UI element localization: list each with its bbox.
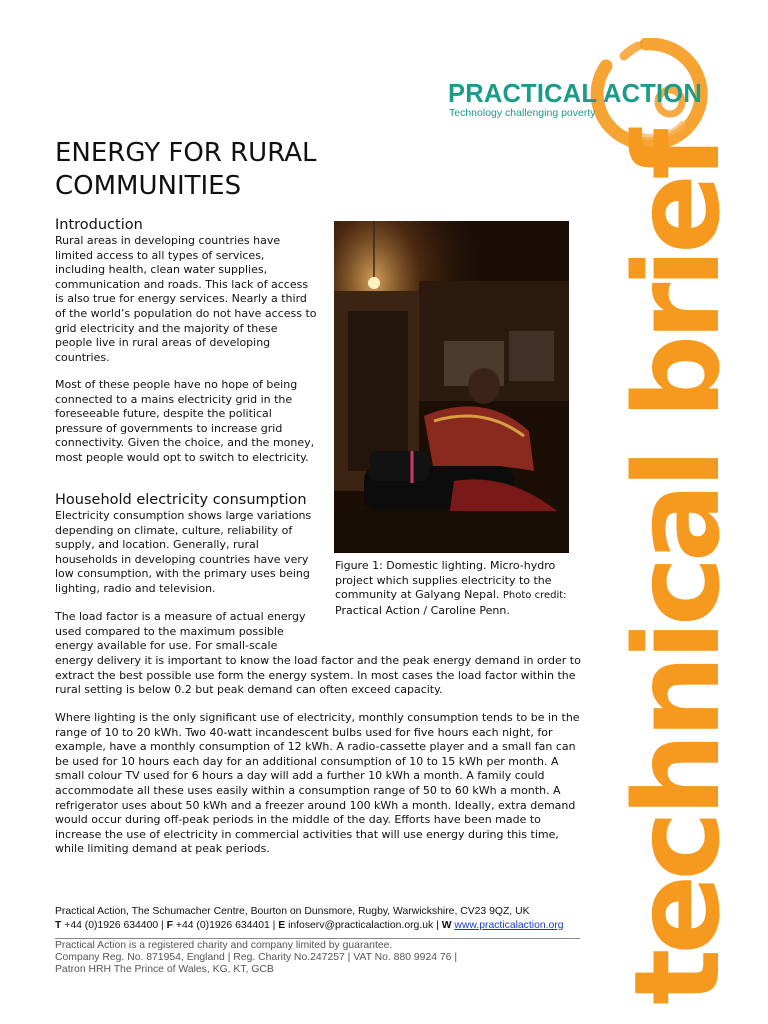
footer-address: Practical Action, The Schumacher Centre, Bourton on Dunsmore, Rugby, Warwickshire, CV23 9QZ, UK xyxy=(55,906,530,917)
email-address: infoserv@practicalaction.org.uk xyxy=(288,920,434,931)
footer-charity-note: Practical Action is a registered charity and company limited by guarantee. xyxy=(55,940,393,951)
household-paragraph-1: Electricity consumption shows large variations depending on climate, culture, reliability of supply, and location. Generally, rural households in developing countries have very low consumption, with the primary uses being lighting, radio and television. xyxy=(55,509,312,595)
logo-name: PRACTICAL ACTION xyxy=(448,80,702,108)
intro-paragraph-1: Rural areas in developing countries have limited access to all types of services, including health, clean water supplies, communication and roads. This lack of access is also true for energy services. Nearly a third of the world’s population do not have access to grid electricity and the majority of these people live in rural areas of developing countries. xyxy=(55,234,317,364)
photo-credit-name: Practical Action / Caroline Penn. xyxy=(335,603,510,617)
technical-brief-label: technical brief xyxy=(608,134,746,1005)
phone-number: +44 (0)1926 634400 xyxy=(64,920,159,931)
household-paragraph-2b: energy delivery it is important to know the load factor and the peak energy demand in order to extract the best possible use form the energy system. In most cases the load factor within the rural setting is below 0.2 but peak demand can often exceed capacity. xyxy=(55,654,581,697)
photo-credit-label: Photo credit: xyxy=(502,590,567,602)
footer-divider xyxy=(55,938,580,939)
figure-caption xyxy=(335,559,580,618)
separator: | xyxy=(161,920,164,931)
phone-label: T xyxy=(55,920,62,931)
separator: | xyxy=(436,920,439,931)
household-paragraph-2a: The load factor is a measure of actual energy used compared to the maximum possible energy available for use. For small-scale xyxy=(55,610,306,653)
email-label: E xyxy=(278,920,286,931)
footer-contact-line xyxy=(55,920,564,931)
website-link[interactable]: www.practicalaction.org xyxy=(454,920,564,931)
household-paragraph-3: Where lighting is the only significant use of electricity, monthly consumption tends to be in the range of 10 to 20 kWh. Two 40-watt incandescent bulbs used for five hours each night, for example, have a monthly consumption of 12 kWh. A radio-cassette player and a small fan can be used for 10 hours each day for an additional consumption of 10 to 15 kWh per month. A small colour TV used for 6 hours a day will add a further 10 kWh a month. A family could accommodate all these uses easily within a consumption range of 50 to 60 kWh a month. A refrigerator uses about 50 kWh and a freezer around 100 kWh a month. Ideally, extra demand would occur during off-peak periods in the middle of the day. Efforts have been made to increase the use of electricity in commercial activities that will use energy during this time, while limiting demand at peak periods. xyxy=(55,711,580,856)
intro-paragraph-2: Most of these people have no hope of being connected to a mains electricity grid in the foreseeable future, despite the political pressure of governments to increase grid connectivity. Given the choice, and the money, most people would opt to switch to electricity. xyxy=(55,378,315,464)
footer-company-info: Company Reg. No. 871954, England | Reg. Charity No.247257 | VAT No. 880 9924 76 | xyxy=(55,952,458,963)
domestic-lighting-photo-icon xyxy=(334,221,569,553)
section-heading-household: Household electricity consumption xyxy=(55,492,307,508)
fax-label: F xyxy=(166,920,173,931)
fax-number: +44 (0)1926 634401 xyxy=(175,920,270,931)
section-heading-introduction: Introduction xyxy=(55,217,143,233)
logo-tagline: Technology challenging poverty xyxy=(449,107,596,119)
figure-photo xyxy=(334,221,569,553)
website-label: W xyxy=(441,920,452,931)
footer-patron: Patron HRH The Prince of Wales, KG, KT, GCB xyxy=(55,964,274,975)
page-title: ENERGY FOR RURAL COMMUNITIES xyxy=(55,138,317,201)
separator: | xyxy=(272,920,276,931)
figure-caption-text: Figure 1: Domestic lighting. Micro-hydro project which supplies electricity to the community at Galyang Nepal. xyxy=(335,559,556,602)
